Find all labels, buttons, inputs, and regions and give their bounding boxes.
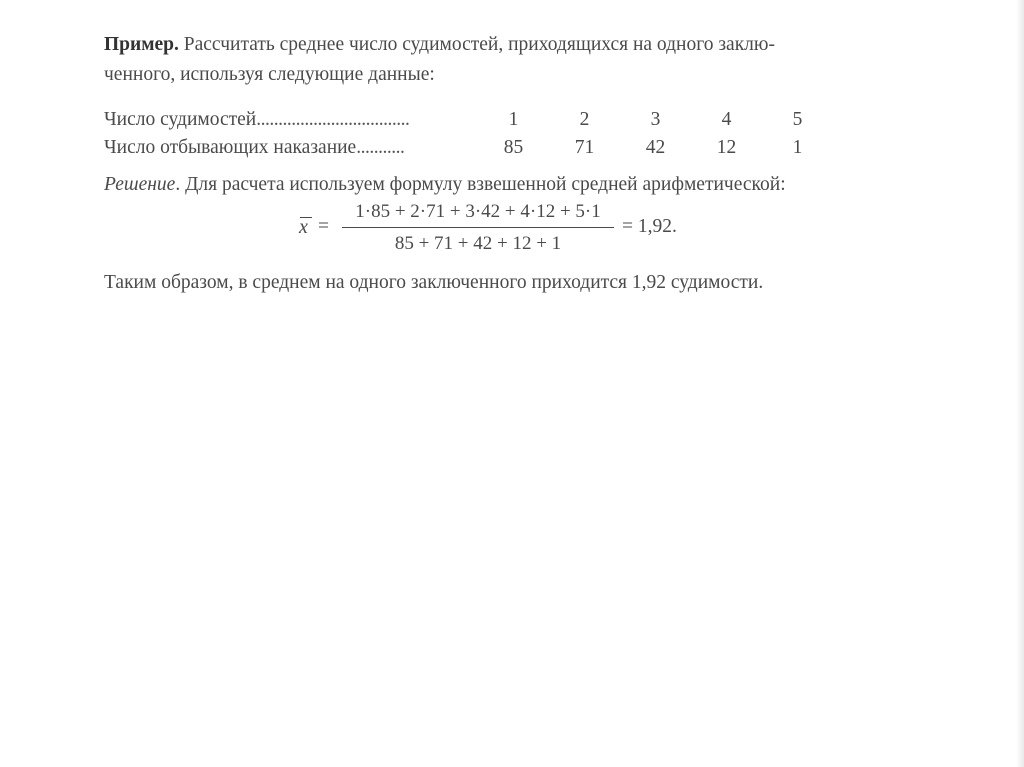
table-row [104, 134, 833, 162]
table-cell: 1 [792, 137, 803, 158]
denominator: 85 + 71 + 42 + 12 + 1 [394, 233, 562, 254]
table-cell: 42 [645, 137, 666, 158]
fraction-bar [342, 227, 614, 228]
leader-dots: ........... [356, 137, 405, 158]
formula-variable [299, 212, 308, 242]
table-cell: 1 [508, 109, 519, 130]
table-cell: 3 [650, 109, 661, 130]
conclusion-paragraph: Таким образом, в среднем на одного заключенного приходится 1,92 судимости. [104, 272, 764, 293]
leader-dots: ................................... [256, 109, 410, 130]
table-cell: 71 [574, 137, 595, 158]
row-label-cell [104, 106, 478, 134]
solution-text: . Для расчета используем формулу взвешенной средней арифметической: [175, 174, 786, 195]
fraction [338, 198, 618, 258]
data-table [104, 106, 833, 162]
table-cell: 12 [716, 137, 737, 158]
row-label: Число отбывающих наказание [104, 137, 357, 158]
document-page [104, 30, 924, 298]
overline [300, 217, 312, 218]
table-cell: 5 [792, 109, 803, 130]
example-text-line2: ченного, используя следующие данные: [104, 64, 435, 85]
table-row [104, 106, 833, 134]
example-heading: Пример. [104, 34, 179, 55]
equals-sign: = [318, 216, 329, 237]
table-cell: 85 [503, 137, 524, 158]
solution-heading: Решение [104, 174, 176, 195]
row-label-cell [104, 134, 478, 162]
slide-edge-shadow [1016, 0, 1024, 767]
numerator: 1·85 + 2·71 + 3·42 + 4·12 + 5·1 [355, 201, 601, 222]
table-cell: 4 [721, 109, 732, 130]
formula-result: = 1,92. [622, 216, 677, 237]
example-text-line1: Рассчитать среднее число судимостей, приходящихся на одного заклю- [178, 34, 775, 55]
weighted-mean-formula [104, 200, 924, 264]
variable-letter: x [299, 216, 308, 238]
row-label: Число судимостей [104, 109, 257, 130]
table-cell: 2 [579, 109, 590, 130]
solution-paragraph [104, 170, 924, 200]
example-paragraph [104, 30, 924, 90]
